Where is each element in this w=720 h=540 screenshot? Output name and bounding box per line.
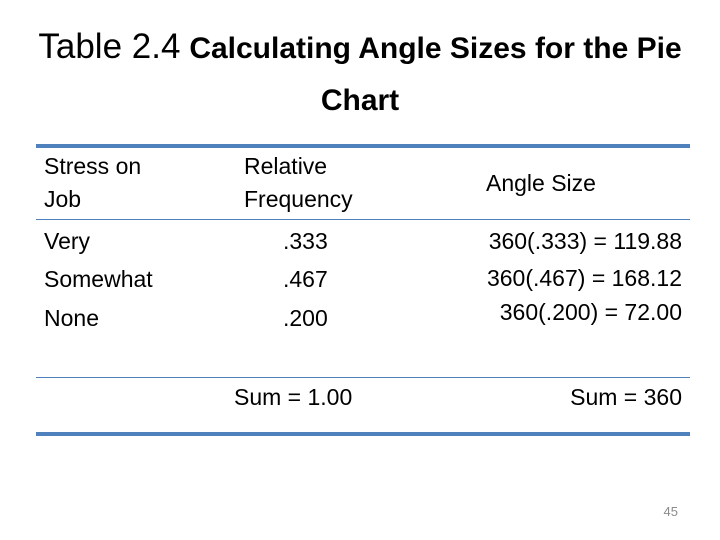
sum-frequency: Sum = 1.00: [234, 384, 353, 410]
row-somewhat-angle: 360(.467) = 168.12: [486, 265, 682, 291]
header-relative-frequency: [244, 150, 353, 216]
row-none-stress: None: [44, 305, 99, 331]
title-prefix: Table 2.4: [38, 27, 181, 66]
row-somewhat-frequency: .467: [283, 266, 328, 292]
angle-size-table: [36, 144, 690, 436]
header-divider: [36, 219, 690, 220]
header-frequency-line2: Frequency: [244, 186, 353, 212]
row-very-frequency: .333: [283, 228, 328, 254]
header-stress-line1: Stress on: [44, 153, 142, 179]
row-none-frequency: .200: [283, 305, 328, 331]
header-angle-size: Angle Size: [486, 170, 596, 196]
slide-title: [0, 22, 720, 126]
row-very-stress: Very: [44, 228, 91, 254]
totals-divider: [36, 377, 690, 378]
table-bottom-rule: [36, 432, 690, 436]
row-somewhat-stress: Somewhat: [44, 266, 153, 292]
title-main: Calculating Angle Sizes for the Pie Chart: [189, 32, 682, 117]
page-number: 45: [663, 504, 678, 519]
sum-angle: Sum = 360: [570, 384, 682, 410]
row-very-angle: 360(.333) = 119.88: [488, 228, 682, 254]
header-frequency-line1: Relative: [244, 153, 328, 179]
row-none-angle: 360(.200) = 72.00: [499, 299, 682, 325]
table-top-rule: [36, 144, 690, 148]
header-stress-on-job: [44, 150, 141, 216]
header-stress-line2: Job: [44, 186, 82, 212]
